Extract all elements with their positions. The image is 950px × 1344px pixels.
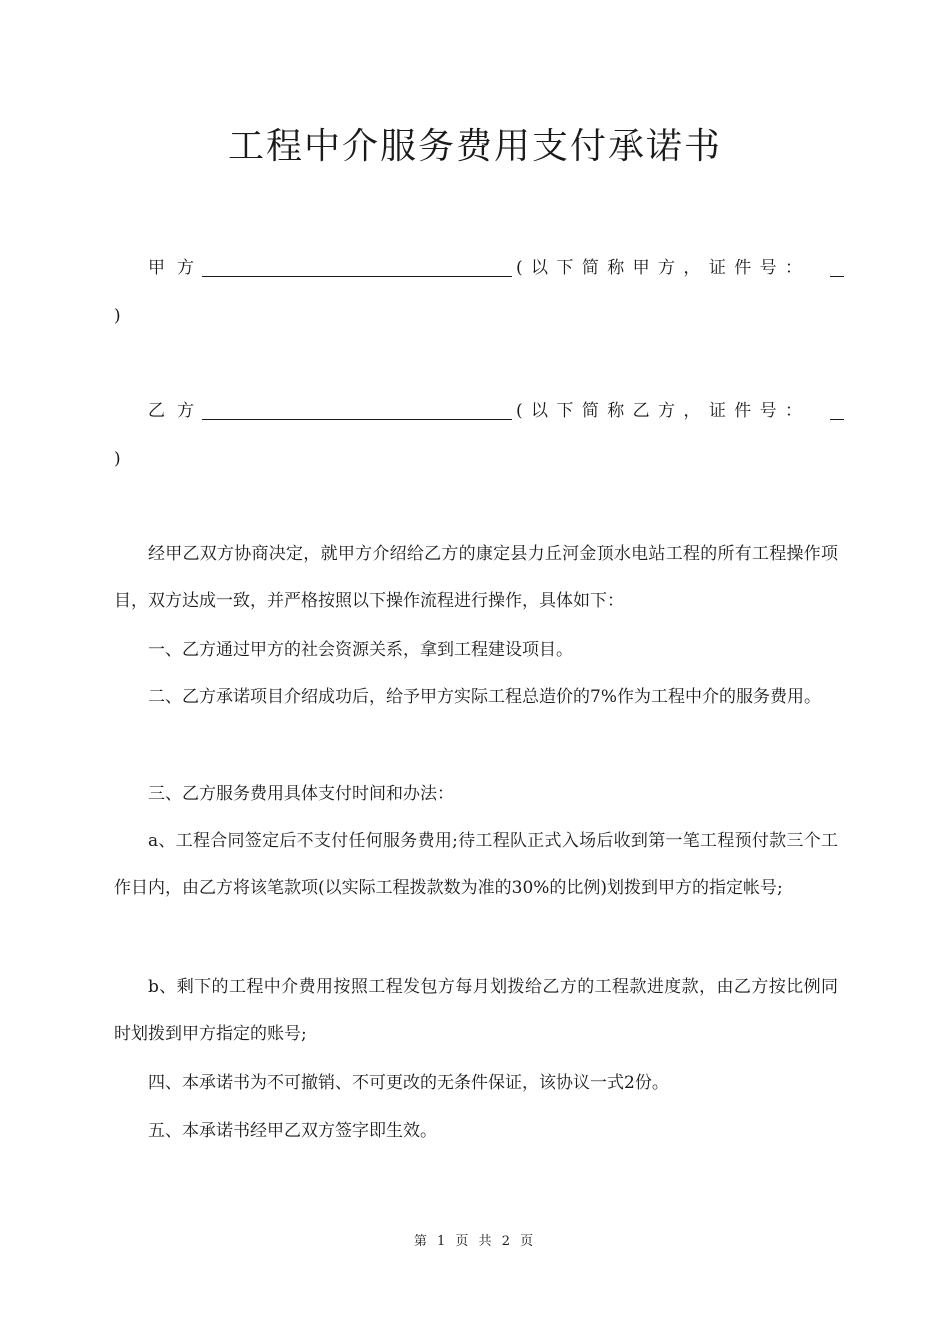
document-title: 工程中介服务费用支付承诺书 bbox=[227, 126, 722, 167]
clause-1: 一、乙方通过甲方的社会资源关系，拿到工程建设项目。 bbox=[148, 640, 573, 660]
clause-2: 二、乙方承诺项目介绍成功后，给予甲方实际工程总造价的7%作为工程中介的服务费用。 bbox=[148, 687, 821, 707]
party-b-id-note: (以下简称乙方，证件号： bbox=[516, 401, 811, 421]
party-a-label: 甲方 bbox=[148, 258, 206, 278]
party-a-id-blank bbox=[830, 276, 844, 277]
page-footer: 第 1 页 共 2 页 bbox=[413, 1234, 537, 1249]
party-a-id-note: (以下简称甲方，证件号： bbox=[516, 258, 811, 278]
party-a-line bbox=[148, 254, 848, 282]
party-b-id-blank bbox=[830, 419, 844, 420]
clause-5: 五、本承诺书经甲乙双方签字即生效。 bbox=[148, 1121, 437, 1141]
clause-3: 三、乙方服务费用具体支付时间和办法： bbox=[148, 784, 454, 804]
intro-paragraph: 经甲乙双方协商决定，就甲方介绍给乙方的康定县力丘河金顶水电站工程的所有工程操作项目，双方达成一致，并严格按照以下操作流程进行操作，具体如下： bbox=[114, 544, 838, 611]
party-b-name-blank bbox=[202, 419, 512, 420]
party-a-name-blank bbox=[202, 276, 512, 277]
party-b-close: ) bbox=[114, 449, 121, 469]
clause-3b: b、剩下的工程中介费用按照工程发包方每月划拨给乙方的工程款进度款，由乙方按比例同时划拨到甲方指定的账号; bbox=[114, 977, 838, 1044]
party-b-line bbox=[148, 397, 848, 425]
clause-4: 四、本承诺书为不可撤销、不可更改的无条件保证，该协议一式2份。 bbox=[148, 1073, 669, 1093]
party-a-close: ) bbox=[114, 306, 121, 326]
clause-3a: a、工程合同签定后不支付任何服务费用;待工程队正式入场后收到第一笔工程预付款三个工作日内，由乙方将该笔款项(以实际工程拨款数为准的30%的比例)划拨到甲方的指定帐号; bbox=[114, 831, 838, 898]
party-b-label: 乙方 bbox=[148, 401, 206, 421]
